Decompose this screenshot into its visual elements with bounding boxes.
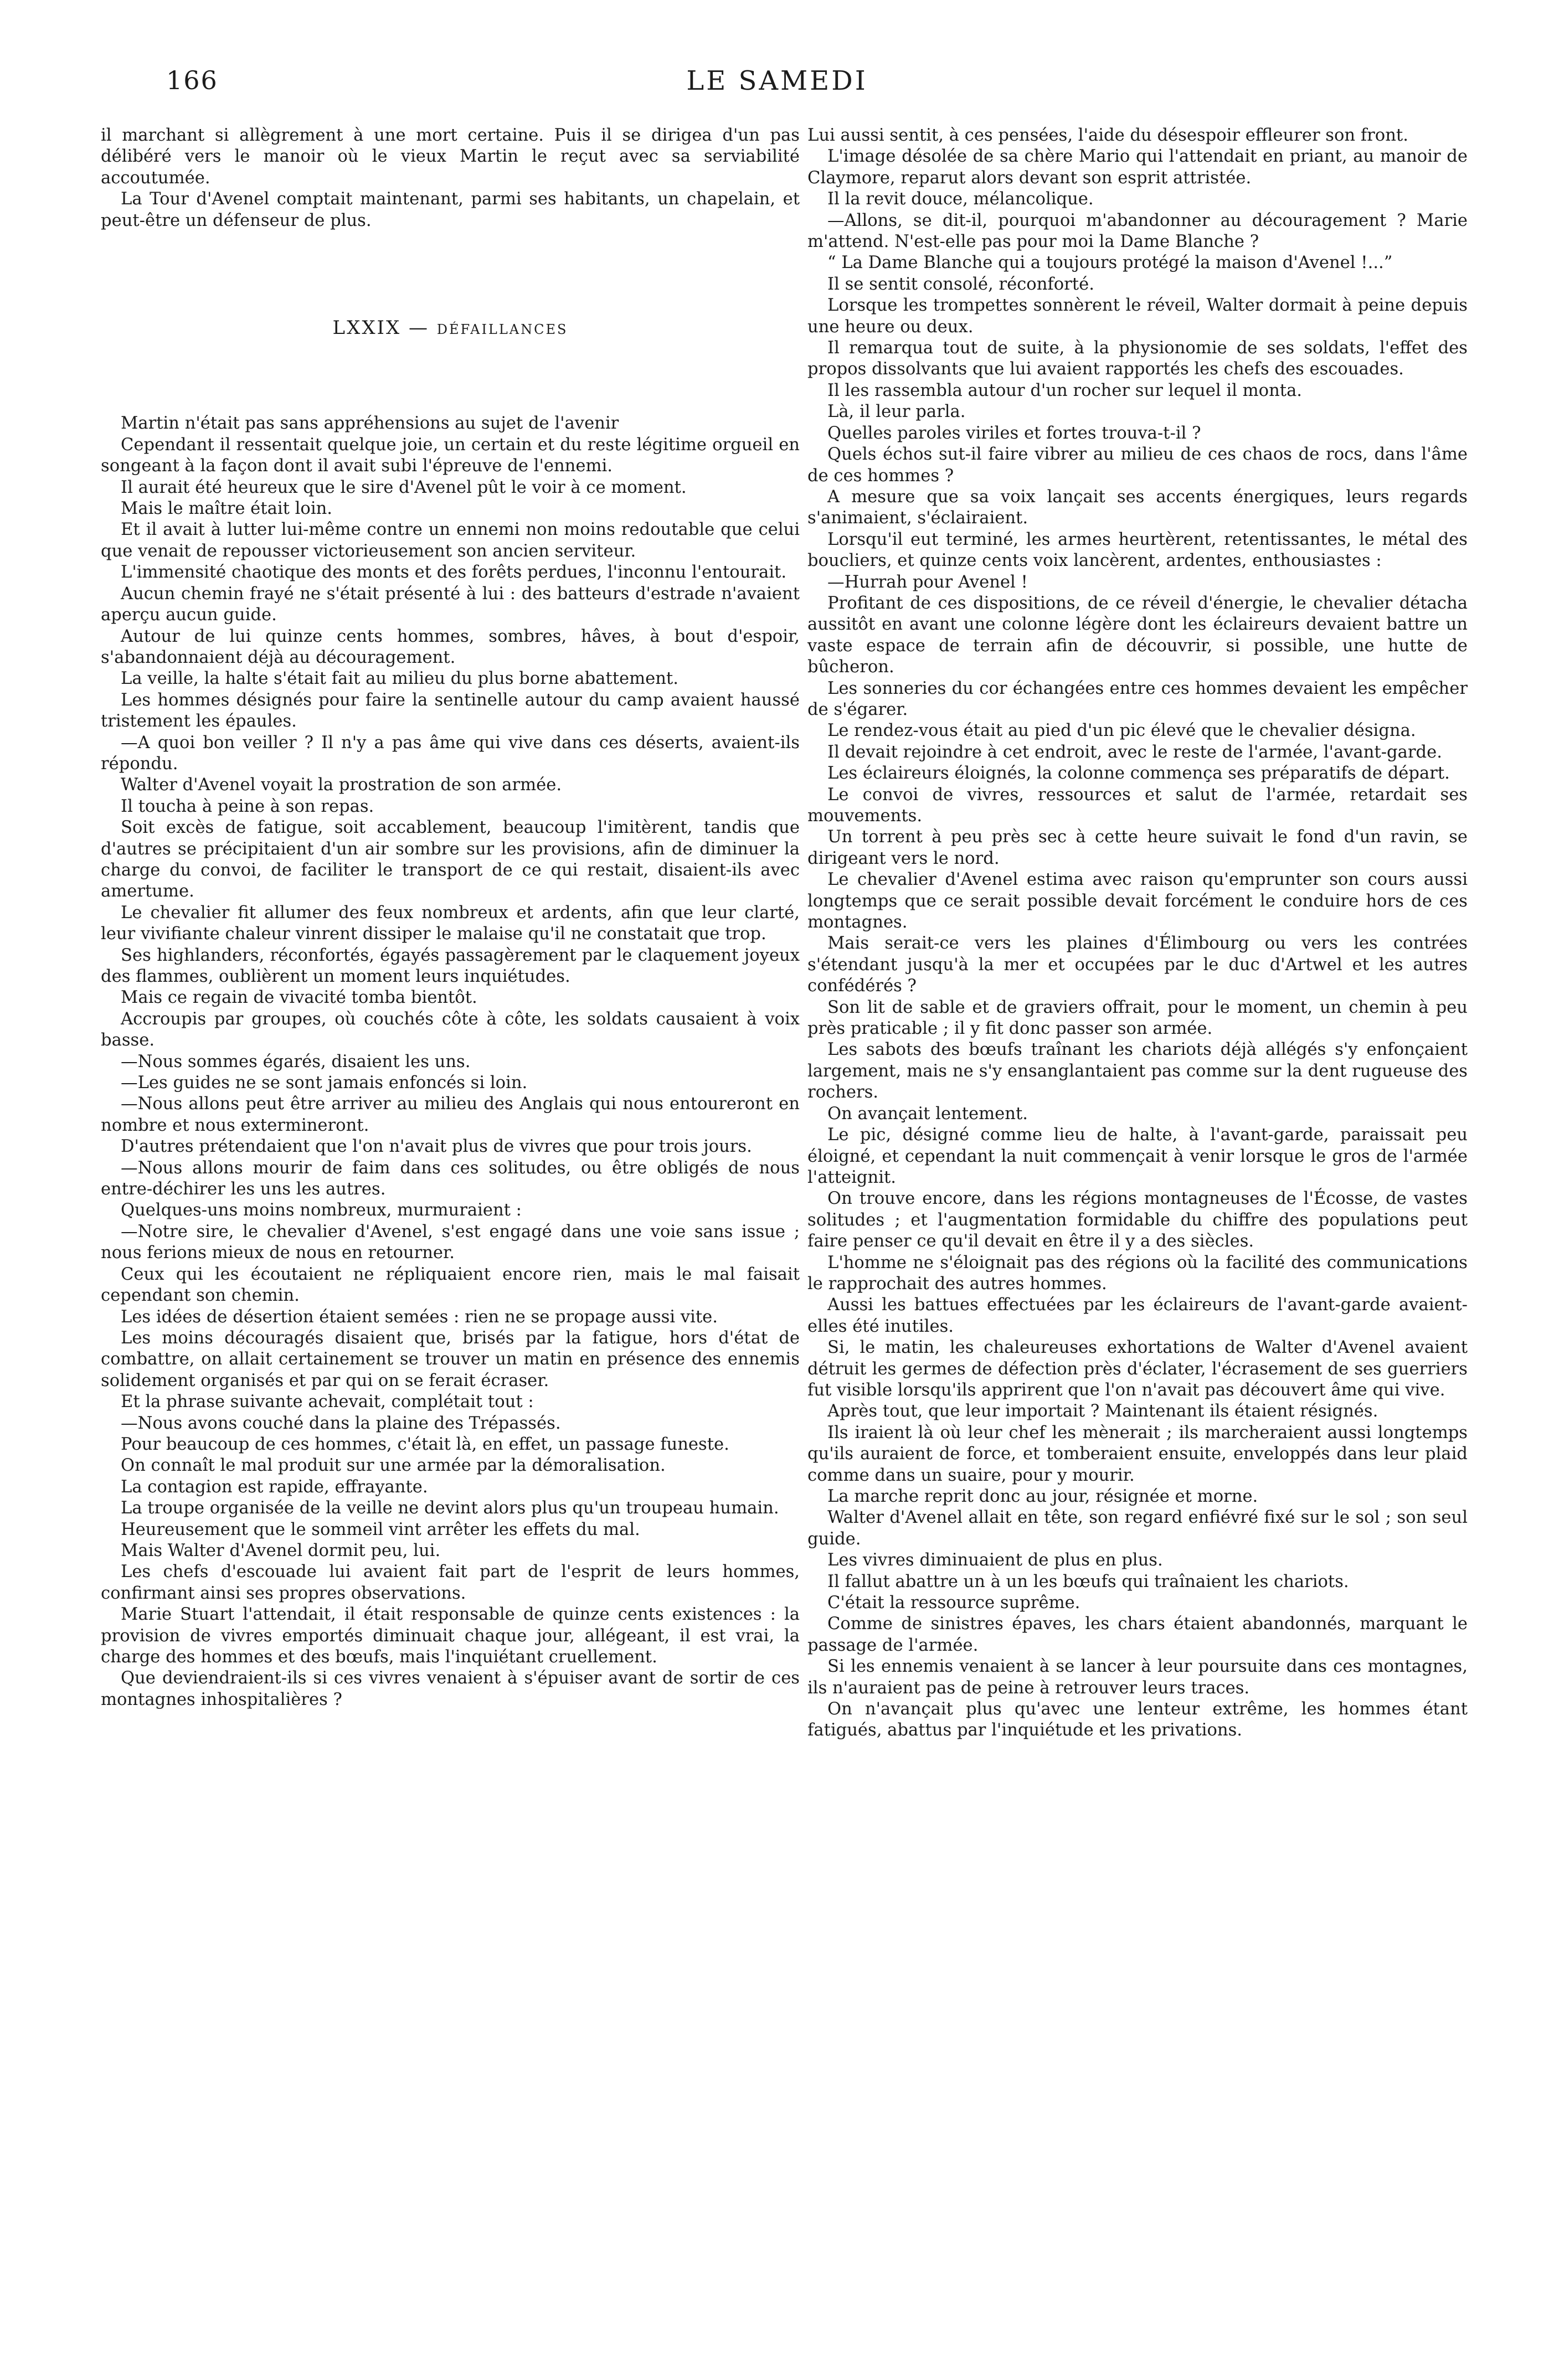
paragraph: Accroupis par groupes, où couchés côte à côte, les soldats causaient à voix basse. [101, 1009, 800, 1050]
paragraph: Le chevalier fit allumer des feux nombreux et ardents, afin que leur clarté, leur vivifiante chaleur vinrent dissiper le malaise qu'il ne constatait que trop. [101, 903, 800, 944]
paragraph: D'autres prétendaient que l'on n'avait plus de vivres que pour trois jours. [121, 1137, 752, 1157]
left-column [101, 125, 800, 1711]
paragraph: Soit excès de fatigue, soit accablement, beaucoup l'imitèrent, tandis que d'autres se précipitaient d'un air sombre sur les provisions, afin de diminuer la charge du convoi, de faciliter le transport de ce qui restait, disaient-ils avec amertume. [101, 818, 800, 901]
paragraph: La troupe organisée de la veille ne devint alors plus qu'un troupeau humain. [121, 1498, 779, 1518]
paragraph: Les sabots des bœufs traînant les chariots déjà allégés s'y enfonçaient largement, mais ne s'y ensanglantaient pas comme sur la dent rugueuse des rochers. [807, 1040, 1468, 1103]
paragraph: Les idées de désertion étaient semées : rien ne se propage aussi vite. [121, 1307, 718, 1327]
right-column-body [807, 125, 1468, 1742]
paragraph: Il se sentit consolé, réconforté. [827, 274, 1094, 294]
paragraph: On n'avançait plus qu'avec une lenteur extrême, les hommes étant fatigués, abattus par l'inquiétude et les privations. [807, 1699, 1468, 1740]
paragraph: Mais ce regain de vivacité tomba bientôt. [121, 988, 477, 1008]
paragraph: il marchant si allègrement à une mort certaine. Puis il se dirigea d'un pas délibéré vers le manoir où le vieux Martin le reçut avec sa serviabilité accoutumée. [101, 126, 800, 188]
paragraph: —Nous allons peut être arriver au milieu des Anglais qui nous entoureront en nombre et nous extermineront. [101, 1094, 800, 1135]
paragraph: —Nous avons couché dans la plaine des Trépassés. [121, 1413, 561, 1433]
paragraph: Quelles paroles viriles et fortes trouva-t-il ? [827, 423, 1201, 443]
paragraph: Ses highlanders, réconfortés, égayés passagèrement par le claquement joyeux des flammes, oublièrent un moment leurs inquiétudes. [101, 945, 800, 986]
paragraph: Ils iraient là où leur chef les mènerait ; ils marcheraient aussi longtemps qu'ils auraient de force, et tomberaient ensuite, enveloppés dans leur plaid comme dans un suaire, pour y mourir. [807, 1423, 1468, 1485]
paragraph: C'était la ressource suprême. [827, 1593, 1080, 1613]
paragraph: Il les rassembla autour d'un rocher sur lequel il monta. [827, 380, 1303, 400]
paragraph: Autour de lui quinze cents hommes, sombres, hâves, à bout d'espoir, s'abandonnaient déjà au découragement. [101, 626, 800, 667]
paragraph: Son lit de sable et de graviers offrait, pour le moment, un chemin à peu près praticable ; il y fit donc passer son armée. [807, 997, 1468, 1039]
paragraph: Marie Stuart l'attendait, il était responsable de quinze cents existences : la provision de vivres emportés diminuait chaque jour, allégeant, il est vrai, la charge des hommes et des bœufs, mais l'inquiétant cruellement. [101, 1605, 800, 1667]
chapter-number: LXXIX — [332, 317, 429, 339]
paragraph: Mais Walter d'Avenel dormit peu, lui. [121, 1541, 441, 1560]
paragraph: Quels échos sut-il faire vibrer au milieu de ces chaos de rocs, dans l'âme de ces hommes ? [807, 445, 1468, 486]
paragraph: Que deviendraient-ils si ces vivres venaient à s'épuiser avant de sortir de ces montagnes inhospitalières ? [101, 1668, 800, 1709]
paragraph: Quelques-uns moins nombreux, murmuraient : [121, 1201, 522, 1220]
paragraph: Walter d'Avenel voyait la prostration de son armée. [121, 775, 562, 795]
paragraph: Les éclaireurs éloignés, la colonne commença ses préparatifs de départ. [827, 764, 1450, 784]
paragraph: —Nous allons mourir de faim dans ces solitudes, ou être obligés de nous entre-déchirer les uns les autres. [101, 1158, 800, 1199]
paragraph: La Tour d'Avenel comptait maintenant, parmi ses habitants, un chapelain, et peut-être un défenseur de plus. [101, 189, 800, 230]
running-head [0, 65, 1554, 110]
paragraph: On connaît le mal produit sur une armée par la démoralisation. [121, 1456, 666, 1476]
paragraph: L'immensité chaotique des monts et des forêts perdues, l'inconnu l'entourait. [121, 563, 787, 583]
paragraph: Il devait rejoindre à cet endroit, avec le reste de l'armée, l'avant-garde. [827, 742, 1442, 762]
paragraph: Heureusement que le sommeil vint arrêter les effets du mal. [121, 1519, 640, 1539]
paragraph: Le chevalier d'Avenel estima avec raison qu'emprunter son cours aussi longtemps que ce serait possible devait forcément le conduire hors de ces montagnes. [807, 870, 1468, 933]
paragraph: Mais le maître était loin. [121, 499, 333, 519]
paragraph: La veille, la halte s'était fait au milieu du plus borne abattement. [121, 669, 678, 689]
paragraph: Les hommes désignés pour faire la sentinelle autour du camp avaient haussé tristement les épaules. [101, 690, 800, 731]
paragraph: Après tout, que leur importait ? Maintenant ils étaient résignés. [827, 1402, 1378, 1421]
paragraph: Aussi les battues effectuées par les éclaireurs de l'avant-garde avaient-elles été inutiles. [807, 1295, 1468, 1336]
paragraph: Il remarqua tout de suite, à la physionomie de ses soldats, l'effet des propos dissolvants que lui avaient rapportés les chefs des escouades. [807, 338, 1468, 379]
paragraph: Il fallut abattre un à un les bœufs qui traînaient les chariots. [827, 1572, 1349, 1591]
paragraph: Lorsque les trompettes sonnèrent le réveil, Walter dormait à peine depuis une heure ou deux. [807, 296, 1468, 337]
paragraph: Là, il leur parla. [827, 402, 966, 422]
paragraph: L'image désolée de sa chère Mario qui l'attendait en priant, au manoir de Claymore, reparut alors devant son esprit attristée. [807, 147, 1468, 188]
paragraph: A mesure que sa voix lançait ses accents énergiques, leurs regards s'animaient, s'éclairaient. [807, 487, 1468, 528]
paragraph: Aucun chemin frayé ne s'était présenté à lui : des batteurs d'estrade n'avaient aperçu aucun guide. [101, 584, 800, 625]
paragraph: Il la revit douce, mélancolique. [827, 189, 1094, 209]
paragraph: Il aurait été heureux que le sire d'Avenel pût le voir à ce moment. [121, 477, 687, 497]
paragraph: Comme de sinistres épaves, les chars étaient abandonnés, marquant le passage de l'armée. [807, 1614, 1468, 1655]
paragraph: Il toucha à peine à son repas. [121, 796, 374, 816]
right-column [807, 125, 1468, 1742]
paragraph: —Allons, se dit-il, pourquoi m'abandonner au découragement ? Marie m'attend. N'est-elle pas pour moi la Dame Blanche ? [807, 210, 1468, 252]
paragraph: —Notre sire, le chevalier d'Avenel, s'est engagé dans une voie sans issue ; nous ferions mieux de nous en retourner. [101, 1222, 800, 1263]
paragraph: La contagion est rapide, effrayante. [121, 1477, 428, 1497]
paragraph: Les sonneries du cor échangées entre ces hommes devaient les empêcher de s'égarer. [807, 678, 1468, 719]
chapter-body [101, 413, 800, 1711]
journal-title: LE SAMEDI [686, 65, 868, 96]
paragraph: Profitant de ces dispositions, de ce réveil d'énergie, le chevalier détacha aussitôt en avant une colonne légère dont les éclaireurs devaient battre un vaste espace de terrain afin de découvrir, si possible, une hutte de bûcheron. [807, 593, 1468, 677]
paragraph: —Hurrah pour Avenel ! [827, 572, 1028, 592]
chapter-heading [101, 317, 800, 340]
paragraph: Si les ennemis venaient à se lancer à leur poursuite dans ces montagnes, ils n'auraient pas de peine à retrouver leurs traces. [807, 1657, 1468, 1698]
paragraph: Si, le matin, les chaleureuses exhortations de Walter d'Avenel avaient détruit les germes de défection près d'éclater, l'écrasement de ses guerriers fut visible lorsqu'ils apprirent que l'on n'avait pas découvert âme qui vive. [807, 1338, 1468, 1400]
paragraph: Et il avait à lutter lui-même contre un ennemi non moins redoutable que celui que venait de repousser victorieusement son ancien serviteur. [101, 520, 800, 561]
paragraph: Lorsqu'il eut terminé, les armes heurtèrent, retentissantes, le métal des boucliers, et quinze cents voix lancèrent, ardentes, enthousiastes : [807, 529, 1468, 571]
paragraph: Cependant il ressentait quelque joie, un certain et du reste légitime orgueil en songeant à la façon dont il avait subi l'épreuve de l'ennemi. [101, 435, 800, 476]
paragraph: “ La Dame Blanche qui a toujours protégé la maison d'Avenel !...” [827, 253, 1393, 273]
paragraph: On avançait lentement. [827, 1104, 1028, 1124]
paragraph: Les chefs d'escouade lui avaient fait part de l'esprit de leurs hommes, confirmant ainsi ses propres observations. [101, 1562, 800, 1603]
paragraph: Ceux qui les écoutaient ne répliquaient encore rien, mais le mal faisait cependant son chemin. [101, 1264, 800, 1306]
paragraph: Walter d'Avenel allait en tête, son regard enfiévré fixé sur le sol ; son seul guide. [807, 1508, 1468, 1549]
paragraph: La marche reprit donc au jour, résignée et morne. [827, 1487, 1258, 1506]
chapter-title: DÉFAILLANCES [436, 322, 568, 338]
paragraph: Pour beaucoup de ces hommes, c'était là, en effet, un passage funeste. [121, 1434, 729, 1454]
paragraph: Le rendez-vous était au pied d'un pic élevé que le chevalier désigna. [827, 721, 1416, 741]
paragraph: Les vivres diminuaient de plus en plus. [827, 1550, 1163, 1570]
paragraph: Le convoi de vivres, ressources et salut de l'armée, retardait ses mouvements. [807, 785, 1468, 826]
paragraph: L'homme ne s'éloignait pas des régions où la facilité des communications le rapprochait des autres hommes. [807, 1253, 1468, 1294]
page-number: 166 [166, 65, 218, 95]
paragraph: Le pic, désigné comme lieu de halte, à l'avant-garde, paraissait peu éloigné, et cependant la nuit commençait à venir lorsque le gros de l'armée l'atteignit. [807, 1125, 1468, 1187]
paragraph: Lui aussi sentit, à ces pensées, l'aide du désespoir effleurer son front. [807, 126, 1408, 145]
paragraph: Mais serait-ce vers les plaines d'Élimbourg ou vers les contrées s'étendant jusqu'à la mer et occupées par le duc d'Artwel et les autres confédérés ? [807, 934, 1468, 996]
paragraph: Un torrent à peu près sec à cette heure suivait le fond d'un ravin, se dirigeant vers le nord. [807, 827, 1468, 868]
paragraph: —Nous sommes égarés, disaient les uns. [121, 1052, 471, 1071]
paragraph: Martin n'était pas sans appréhensions au sujet de l'avenir [121, 414, 619, 434]
paragraph: —A quoi bon veiller ? Il n'y a pas âme qui vive dans ces déserts, avaient-ils répondu. [101, 733, 800, 774]
paragraph: Les moins découragés disaient que, brisés par la fatigue, hors d'état de combattre, on allait certainement se trouver un matin en présence des ennemis solidement organisés et par qui on se ferait écraser. [101, 1328, 800, 1390]
paragraph: —Les guides ne se sont jamais enfoncés si loin. [121, 1073, 528, 1093]
paragraph: On trouve encore, dans les régions montagneuses de l'Écosse, de vastes solitudes ; et l'augmentation formidable du chiffre des populations peut faire penser ce qu'il devait en être il y a des siècles. [807, 1189, 1468, 1251]
previous-chapter-end [101, 125, 800, 231]
paragraph: Et la phrase suivante achevait, complétait tout : [121, 1392, 534, 1412]
